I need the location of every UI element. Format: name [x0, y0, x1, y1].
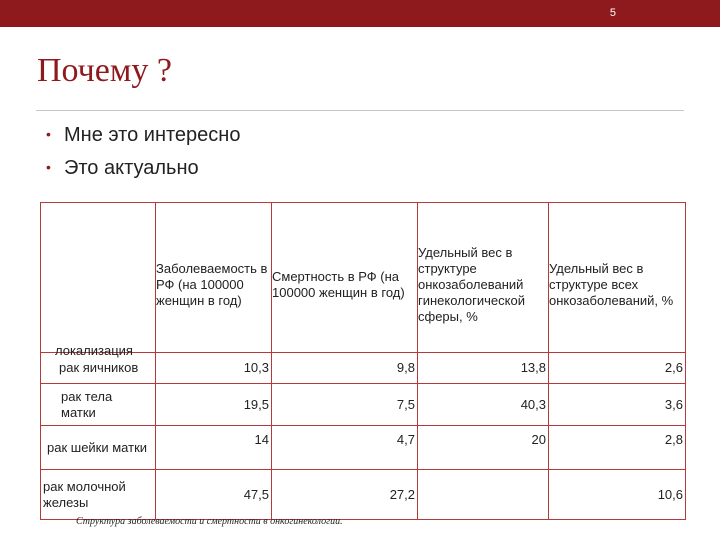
statistics-table — [40, 202, 686, 520]
row-label: рак молочной железы — [41, 470, 156, 520]
bullet-item: • Это актуально — [46, 151, 240, 184]
cell-value: 2,8 — [549, 426, 686, 470]
cell-value: 27,2 — [272, 470, 418, 520]
cell-value: 14 — [156, 426, 272, 470]
table-row — [41, 353, 686, 384]
cell-value: 40,3 — [418, 384, 549, 426]
header-all-share: Удельный вес в структуре всех онкозаболеваний, % — [549, 203, 686, 353]
corner-cell — [41, 203, 156, 358]
bullet-item: • Мне это интересно — [46, 118, 240, 151]
cell-value: 19,5 — [156, 384, 272, 426]
header-incidence: Заболеваемость в РФ (на 100000 женщин в год) — [156, 203, 272, 353]
slide-title: Почему ? — [37, 52, 172, 89]
cell-value: 4,7 — [272, 426, 418, 470]
cell-value: 3,6 — [549, 384, 686, 426]
cell-value: 9,8 — [272, 353, 418, 384]
table-row — [41, 426, 686, 470]
table-row — [41, 470, 686, 520]
slide-number: 5 — [609, 7, 616, 19]
cell-value: 47,5 — [156, 470, 272, 520]
cell-value: 7,5 — [272, 384, 418, 426]
cell-value: 10,3 — [156, 353, 272, 384]
bullet-icon: • — [46, 159, 51, 175]
cell-value: 20 — [418, 426, 549, 470]
title-divider — [36, 110, 684, 111]
localization-header: локализация — [55, 343, 133, 358]
row-label: рак яичников — [41, 353, 156, 384]
cell-value: 2,6 — [549, 353, 686, 384]
cell-value — [418, 470, 549, 520]
header-gyn-share: Удельный вес в структуре онкозаболеваний гинекологической сферы, % — [418, 203, 549, 353]
row-label: рак шейки матки — [41, 426, 156, 470]
table-header-row — [41, 203, 686, 353]
table-row — [41, 384, 686, 426]
bullet-list — [46, 118, 240, 184]
cell-value: 13,8 — [418, 353, 549, 384]
row-label: рак тела матки — [41, 384, 156, 426]
header-mortality: Смертность в РФ (на 100000 женщин в год) — [272, 203, 418, 353]
table-caption: Структура заболеваемости и смертности в онкогинекологии. — [76, 516, 343, 527]
top-bar — [0, 0, 720, 27]
cell-value: 10,6 — [549, 470, 686, 520]
bullet-icon: • — [46, 126, 51, 142]
